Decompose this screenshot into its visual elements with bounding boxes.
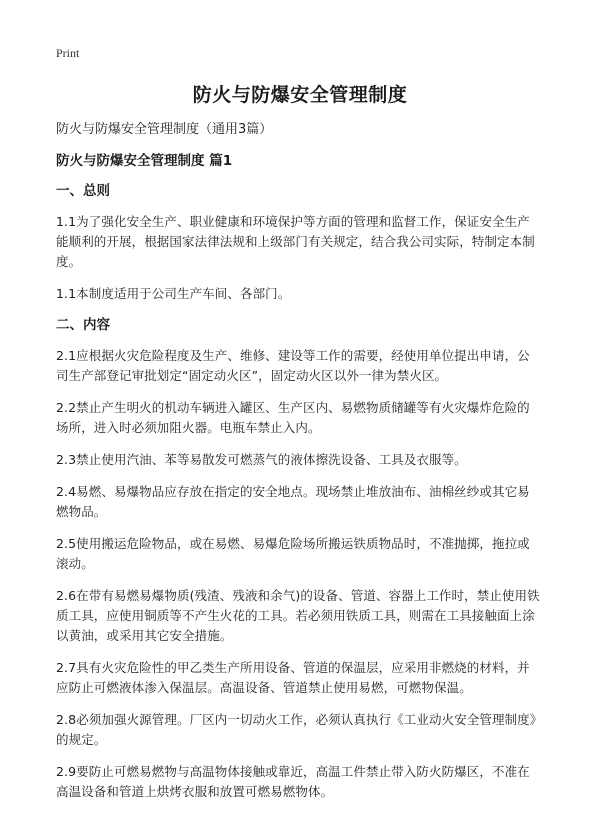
part-title: 防火与防爆安全管理制度 篇1: [56, 153, 233, 169]
paragraph: 2.7具有火灾危险性的甲乙类生产所用设备、管道的保温层，应采用非燃烧的材料，并应防止可燃液体渗入保温层。高温设备、管道禁止使用易燃，可燃物保温。: [56, 660, 530, 695]
paragraph: 1.1为了强化安全生产、职业健康和环境保护等方面的管理和监督工作，保证安全生产能顺利的开展，根据国家法律法规和上级部门有关规定，结合我公司实际，特制定本制度。: [56, 214, 535, 269]
paragraph: 2.6在带有易燃易爆物质(残渣、残液和余气)的设备、管道、容器上工作时，禁止使用铁质工具，应使用铜质等不产生火花的工具。若必须用铁质工具，则需在工具接触面上涂以黄油，或采用其它安全措施。: [56, 588, 540, 643]
paragraph: 2.9要防止可燃易燃物与高温物体接触或靠近，高温工件禁止带入防火防爆区，不准在高温设备和管道上烘烤衣服和放置可燃易燃物体。: [56, 764, 530, 799]
print-label: Print: [56, 46, 80, 60]
document-title: 防火与防爆安全管理制度: [192, 84, 408, 106]
paragraph: 2.3禁止使用汽油、苯等易散发可燃蒸气的液体擦洗设备、工具及衣服等。: [56, 452, 467, 467]
document-body: [56, 121, 542, 814]
paragraph: 2.1应根据火灾危险程度及生产、维修、建设等工作的需要，经使用单位提出申请，公司生产部登记审批划定“固定动火区”，固定动火区以外一律为禁火区。: [56, 348, 530, 383]
paragraph: 2.8必须加强火源管理。厂区内一切动火工作，必须认真执行《工业动火安全管理制度》的规定。: [56, 712, 537, 747]
paragraph: 2.4易燃、易爆物品应存放在指定的安全地点。现场禁止堆放油布、油棉丝纱或其它易燃物品。: [56, 484, 530, 519]
paragraph: 1.1本制度适用于公司生产车间、各部门。: [56, 286, 291, 301]
document-subtitle: 防火与防爆安全管理制度（通用3篇）: [56, 122, 273, 137]
section-heading-general: 一、总则: [56, 183, 110, 199]
section-heading-content: 二、内容: [56, 317, 110, 333]
paragraph: 2.5使用搬运危险物品，或在易燃、易爆危险场所搬运铁质物品时，不准抛掷，拖拉或滚动。: [56, 536, 530, 571]
paragraph: 2.2禁止产生明火的机动车辆进入罐区、生产区内、易燃物质储罐等有火灾爆炸危险的场所，进入时必须加阻火器。电瓶车禁止入内。: [56, 400, 530, 435]
